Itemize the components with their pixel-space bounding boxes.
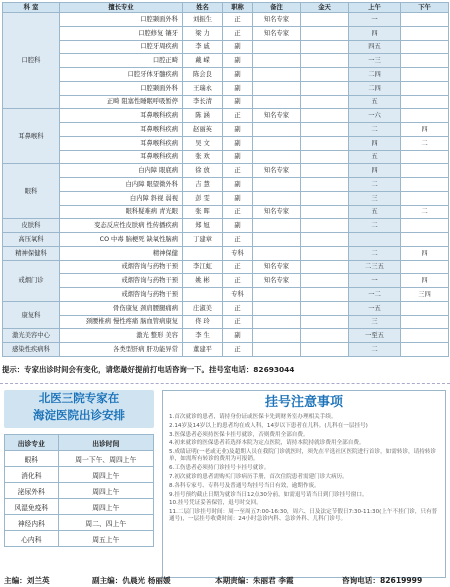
spec-cell: 激光 整形 美容 [60, 329, 183, 343]
note-cell [253, 150, 301, 164]
clinic-spec-cell: 神经内科 [5, 515, 59, 531]
pm-cell [401, 164, 449, 178]
notice-item: 3.医保患者必须持医保卡挂号就诊，否则费用全部自费。 [169, 431, 309, 438]
pm-cell [401, 54, 449, 68]
schedule-row [3, 219, 449, 233]
fri-cell [301, 109, 349, 123]
am-cell: 二 [349, 219, 401, 233]
am-cell: 四 [349, 26, 401, 40]
name-cell [183, 288, 223, 302]
note-cell [253, 315, 301, 329]
notice-item: 4.初来就诊的医保患者若选择本院为定点医院，请持本院持就诊费用全部自费。 [169, 440, 365, 447]
spec-cell: 变态反应性皮肤病 性传播疾病 [60, 219, 183, 233]
spec-cell: 白内障 斜视 弱视 [60, 191, 183, 205]
schedule-row [3, 26, 449, 40]
clinic-box [4, 390, 154, 572]
am-cell: 一五 [349, 301, 401, 315]
title-cell: 正 [223, 205, 253, 219]
spec-cell: 各类型肝病 肝功能异常 [60, 343, 183, 357]
am-cell: 一六 [349, 109, 401, 123]
clinic-time-cell: 周二、四上午 [58, 515, 153, 531]
notice-box [162, 390, 446, 578]
am-cell: 四五 [349, 40, 401, 54]
schedule-row [3, 81, 449, 95]
schedule-row [3, 54, 449, 68]
phone-tip: 提示：专家出诊时间会有变化，请您最好提前打电话咨询一下。挂号室电话：82693044 [2, 365, 295, 374]
title-cell: 正 [223, 315, 253, 329]
note-cell [253, 68, 301, 82]
spec-cell: 戒烟咨询与药物干预 [60, 260, 183, 274]
name-cell: 徐 放 [183, 164, 223, 178]
spec-cell: 白内障 眼底病 [60, 164, 183, 178]
schedule-row [3, 13, 449, 27]
pm-cell [401, 13, 449, 27]
name-cell: 李 戚 [183, 40, 223, 54]
am-cell: 四 [349, 136, 401, 150]
header-pm: 下午 [401, 3, 449, 13]
schedule-row [3, 233, 449, 247]
schedule-row [3, 109, 449, 123]
notice-item: 8.各科专家号、专科号及普通号均挂号当日有效，逾期作废。 [169, 482, 320, 489]
name-cell: 吴 文 [183, 136, 223, 150]
schedule-header-row [3, 3, 449, 13]
clinic-row [5, 483, 154, 499]
dept-cell: 感染性疾病科 [3, 343, 60, 357]
name-cell: 赵丽英 [183, 123, 223, 137]
note-cell [253, 343, 301, 357]
name-cell: 丁建章 [183, 233, 223, 247]
title-cell: 副 [223, 40, 253, 54]
title-cell: 副 [223, 81, 253, 95]
title-cell: 副 [223, 329, 253, 343]
title-cell: 正 [223, 164, 253, 178]
divider [0, 383, 450, 384]
pm-cell [401, 329, 449, 343]
note-cell: 知名专家 [253, 274, 301, 288]
pm-cell [401, 191, 449, 205]
note-cell [253, 233, 301, 247]
title-cell: 副 [223, 178, 253, 192]
name-cell: 姚 彬 [183, 274, 223, 288]
fri-cell [301, 178, 349, 192]
header-am: 上午 [349, 3, 401, 13]
notice-item: 1.首次就诊的患者，请持身份证或医保卡先到财务室办理相关手续。 [169, 414, 337, 420]
am-cell: 三 [349, 315, 401, 329]
title-cell: 正 [223, 109, 253, 123]
schedule-row [3, 315, 449, 329]
title-cell: 副 [223, 68, 253, 82]
clinic-spec-cell: 泌尿外科 [5, 483, 59, 499]
pm-cell [401, 219, 449, 233]
clinic-spec-cell: 心内科 [5, 531, 59, 547]
dept-cell: 皮肤科 [3, 219, 60, 233]
title-cell: 正 [223, 260, 253, 274]
note-cell [253, 178, 301, 192]
am-cell: 一三 [349, 54, 401, 68]
spec-cell: 耳鼻喉科疾病 [60, 136, 183, 150]
note-cell [253, 301, 301, 315]
schedule-row [3, 178, 449, 192]
note-cell [253, 54, 301, 68]
schedule-row [3, 260, 449, 274]
title-cell: 正 [223, 301, 253, 315]
am-cell: 一二 [349, 288, 401, 302]
title-cell: 副 [223, 219, 253, 233]
title-cell: 正 [223, 343, 253, 357]
am-cell: 二三五 [349, 260, 401, 274]
notice-item: 9.挂号预约截止日期为就诊当日12点30分前，如需退号请当日到门诊挂号窗口。 [169, 491, 368, 498]
notice-title: 挂号注意事项 [264, 395, 343, 410]
schedule-row [3, 136, 449, 150]
clinic-time-cell: 周五上午 [58, 531, 153, 547]
am-cell: 二 [349, 178, 401, 192]
header-dept: 科 室 [3, 3, 60, 13]
fri-cell [301, 219, 349, 233]
schedule-row [3, 40, 449, 54]
pm-cell: 三四 [401, 288, 449, 302]
schedule-row [3, 343, 449, 357]
pm-cell [401, 109, 449, 123]
footer-phone: 咨询电话：82619999 [342, 576, 423, 585]
pm-cell [401, 178, 449, 192]
note-cell [253, 219, 301, 233]
title-cell: 正 [223, 274, 253, 288]
schedule-table [2, 2, 449, 357]
clinic-row [5, 467, 154, 483]
clinic-heading [4, 390, 154, 428]
schedule-row [3, 274, 449, 288]
clinic-time-cell: 周一下午、周四上午 [58, 451, 153, 467]
dept-cell: 耳鼻喉科 [3, 109, 60, 164]
schedule-row [3, 68, 449, 82]
footer-editor: 主编：刘兰英 [4, 576, 50, 585]
am-cell: 三 [349, 191, 401, 205]
fri-cell [301, 81, 349, 95]
fri-cell [301, 40, 349, 54]
fri-cell [301, 164, 349, 178]
schedule-row [3, 205, 449, 219]
spec-cell: 口腔修复 镶牙 [60, 26, 183, 40]
title-cell: 副 [223, 136, 253, 150]
pm-cell [401, 301, 449, 315]
clinic-header-row [5, 435, 154, 451]
clinic-spec-cell: 风湿免疫科 [5, 499, 59, 515]
spec-cell: 正畸 阻塞性睡眠呼吸暂停 [60, 95, 183, 109]
note-cell [253, 95, 301, 109]
notice-list [163, 414, 445, 524]
pm-cell: 四 [401, 274, 449, 288]
spec-cell: 戒烟咨询与药物干预 [60, 288, 183, 302]
am-cell: 五 [349, 205, 401, 219]
note-cell [253, 81, 301, 95]
name-cell: 董建平 [183, 343, 223, 357]
schedule-body [3, 13, 449, 357]
spec-cell: 口腔牙体牙髓疾病 [60, 68, 183, 82]
pm-cell: 四 [401, 246, 449, 260]
fri-cell [301, 13, 349, 27]
spec-cell: 耳鼻喉科疾病 [60, 150, 183, 164]
title-cell: 副 [223, 191, 253, 205]
fri-cell [301, 136, 349, 150]
am-cell: 一 [349, 274, 401, 288]
am-cell: 二 [349, 246, 401, 260]
spec-cell: 口腔颞面外科 [60, 13, 183, 27]
schedule-row [3, 150, 449, 164]
spec-cell: 骨伤康复 颈肩腰腿痛病 [60, 301, 183, 315]
am-cell: 一至五 [349, 329, 401, 343]
schedule-row [3, 246, 449, 260]
title-cell: 专科 [223, 246, 253, 260]
name-cell: 彭 雯 [183, 191, 223, 205]
fri-cell [301, 205, 349, 219]
pm-cell [401, 68, 449, 82]
schedule-row [3, 301, 449, 315]
am-cell [349, 233, 401, 247]
clinic-time-cell: 周四上午 [58, 499, 153, 515]
note-cell [253, 329, 301, 343]
note-cell [253, 40, 301, 54]
clinic-col-spec: 出诊专业 [5, 435, 59, 451]
fri-cell [301, 315, 349, 329]
name-cell: 李 生 [183, 329, 223, 343]
pm-cell: 二 [401, 205, 449, 219]
name-cell: 吉 慧 [183, 178, 223, 192]
title-cell: 专科 [223, 288, 253, 302]
header-title: 职称 [223, 3, 253, 13]
name-cell: 王瑞永 [183, 81, 223, 95]
note-cell [253, 123, 301, 137]
pm-cell [401, 95, 449, 109]
clinic-title-line2: 海淀医院出诊安排 [33, 408, 125, 422]
clinic-time-cell: 周四上午 [58, 483, 153, 499]
pm-cell [401, 40, 449, 54]
note-cell: 知名专家 [253, 13, 301, 27]
fri-cell [301, 329, 349, 343]
name-cell [183, 246, 223, 260]
fri-cell [301, 123, 349, 137]
title-cell: 副 [223, 150, 253, 164]
note-cell: 知名专家 [253, 26, 301, 40]
spec-cell: 眼科疑难病 青光眼 [60, 205, 183, 219]
clinic-row [5, 451, 154, 467]
am-cell: 二四 [349, 68, 401, 82]
dept-cell: 精神保健科 [3, 246, 60, 260]
clinic-row [5, 515, 154, 531]
spec-cell: 颈腰椎病 慢性疼痛 脑血管病康复 [60, 315, 183, 329]
am-cell: 五 [349, 150, 401, 164]
schedule-row [3, 164, 449, 178]
name-cell: 庄淑美 [183, 301, 223, 315]
fri-cell [301, 233, 349, 247]
clinic-row [5, 531, 154, 547]
name-cell: 刘振生 [183, 13, 223, 27]
title-cell: 副 [223, 123, 253, 137]
name-cell: 陈 涵 [183, 109, 223, 123]
name-cell: 郑 旭 [183, 219, 223, 233]
dept-cell: 康复科 [3, 301, 60, 329]
name-cell: 戴 嵘 [183, 54, 223, 68]
spec-cell: 耳鼻喉科疾病 [60, 109, 183, 123]
note-cell: 知名专家 [253, 260, 301, 274]
dept-cell: 眼科 [3, 164, 60, 219]
clinic-time-cell: 周四上午 [58, 467, 153, 483]
clinic-table [4, 434, 154, 547]
dept-cell: 口腔科 [3, 13, 60, 109]
notice-item: 5.成绩证明(一老或无业)及超期人员在我院门诊就医时，须先在平选社区医院进行首诊，如需转诊，请持转诊单，如需所有转诊的费用为可报销。 [169, 449, 437, 463]
notice-item: 7.初次就诊的患者需购买门诊病历手册，首次住院患者需建门诊大病历。 [169, 473, 348, 480]
spec-cell: 口腔牙周疾病 [60, 40, 183, 54]
pm-cell [401, 26, 449, 40]
name-cell: 张 晖 [183, 205, 223, 219]
note-cell [253, 136, 301, 150]
spec-cell: 精神保健 [60, 246, 183, 260]
title-cell: 副 [223, 54, 253, 68]
schedule-row [3, 95, 449, 109]
spec-cell: 戒烟咨询与药物干预 [60, 274, 183, 288]
name-cell: 李长清 [183, 95, 223, 109]
footer [0, 575, 450, 587]
clinic-body [5, 451, 154, 547]
name-cell: 张 欢 [183, 150, 223, 164]
am-cell: 一 [349, 13, 401, 27]
note-cell [253, 191, 301, 205]
clinic-spec-cell: 眼科 [5, 451, 59, 467]
clinic-col-time: 出诊时间 [58, 435, 153, 451]
dept-cell: 戒烟门诊 [3, 260, 60, 301]
header-note: 备注 [253, 3, 301, 13]
notice-item: 10.挂号凭证妥善保管，退号时交回。 [169, 500, 262, 507]
pm-cell: 四 [401, 123, 449, 137]
pm-cell [401, 81, 449, 95]
spec-cell: 口腔颞面外科 [60, 81, 183, 95]
notice-item: 11.二层门诊挂号时间：周一至周五7:00-16:30，周六、日及法定节假日7:30-11:30(上午不挂门诊，只有普通号)，一层挂号收费时间：24小时急诊内科、急诊外科、儿科门诊号。 [169, 509, 438, 523]
name-cell: 佟 玲 [183, 315, 223, 329]
fri-cell [301, 343, 349, 357]
pm-cell: 二 [401, 136, 449, 150]
fri-cell [301, 68, 349, 82]
name-cell: 梁 力 [183, 26, 223, 40]
dept-cell: 激光美容中心 [3, 329, 60, 343]
fri-cell [301, 274, 349, 288]
am-cell: 四 [349, 164, 401, 178]
fri-cell [301, 54, 349, 68]
am-cell: 二 [349, 123, 401, 137]
name-cell: 陈会良 [183, 68, 223, 82]
notice-item: 6.工伤患者必须持门诊挂号卡挂号就诊。 [169, 465, 270, 472]
title-cell: 正 [223, 13, 253, 27]
note-cell [253, 288, 301, 302]
title-cell: 正 [223, 233, 253, 247]
pm-cell [401, 260, 449, 274]
am-cell: 二 [349, 343, 401, 357]
schedule-row [3, 123, 449, 137]
header-name: 姓名 [183, 3, 223, 13]
fri-cell [301, 191, 349, 205]
footer-vice-editor: 副主编：仇晨光 杨丽媛 [92, 576, 171, 585]
clinic-title-line1: 北医三院专家在 [38, 391, 120, 405]
fri-cell [301, 288, 349, 302]
schedule-row [3, 329, 449, 343]
dept-cell: 高压氧科 [3, 233, 60, 247]
note-cell: 知名专家 [253, 205, 301, 219]
title-cell: 正 [223, 26, 253, 40]
fri-cell [301, 150, 349, 164]
fri-cell [301, 26, 349, 40]
note-cell: 知名专家 [253, 164, 301, 178]
clinic-row [5, 499, 154, 515]
fri-cell [301, 246, 349, 260]
spec-cell: 白内障 眼望微外科 [60, 178, 183, 192]
header-spec: 擅长专业 [60, 3, 183, 13]
notice-item: 2.14岁及14岁以上的患者均在成人科，14岁以下患者在儿科。(儿科在一层挂号) [169, 422, 368, 429]
spec-cell: 耳鼻喉科疾病 [60, 123, 183, 137]
fri-cell [301, 260, 349, 274]
footer-duty: 本期责编：朱丽君 李霞 [215, 576, 294, 585]
pm-cell [401, 233, 449, 247]
title-cell: 副 [223, 95, 253, 109]
schedule-row [3, 288, 449, 302]
am-cell: 二四 [349, 81, 401, 95]
clinic-spec-cell: 消化科 [5, 467, 59, 483]
pm-cell [401, 150, 449, 164]
am-cell: 五 [349, 95, 401, 109]
header-fri: 金天 [301, 3, 349, 13]
spec-cell: 口腔正畸 [60, 54, 183, 68]
note-cell [253, 246, 301, 260]
name-cell: 李江虹 [183, 260, 223, 274]
fri-cell [301, 95, 349, 109]
schedule-row [3, 191, 449, 205]
note-cell: 知名专家 [253, 109, 301, 123]
spec-cell: CO 中毒 脑梗死 缺氧性脑病 [60, 233, 183, 247]
fri-cell [301, 301, 349, 315]
pm-cell [401, 343, 449, 357]
pm-cell [401, 315, 449, 329]
